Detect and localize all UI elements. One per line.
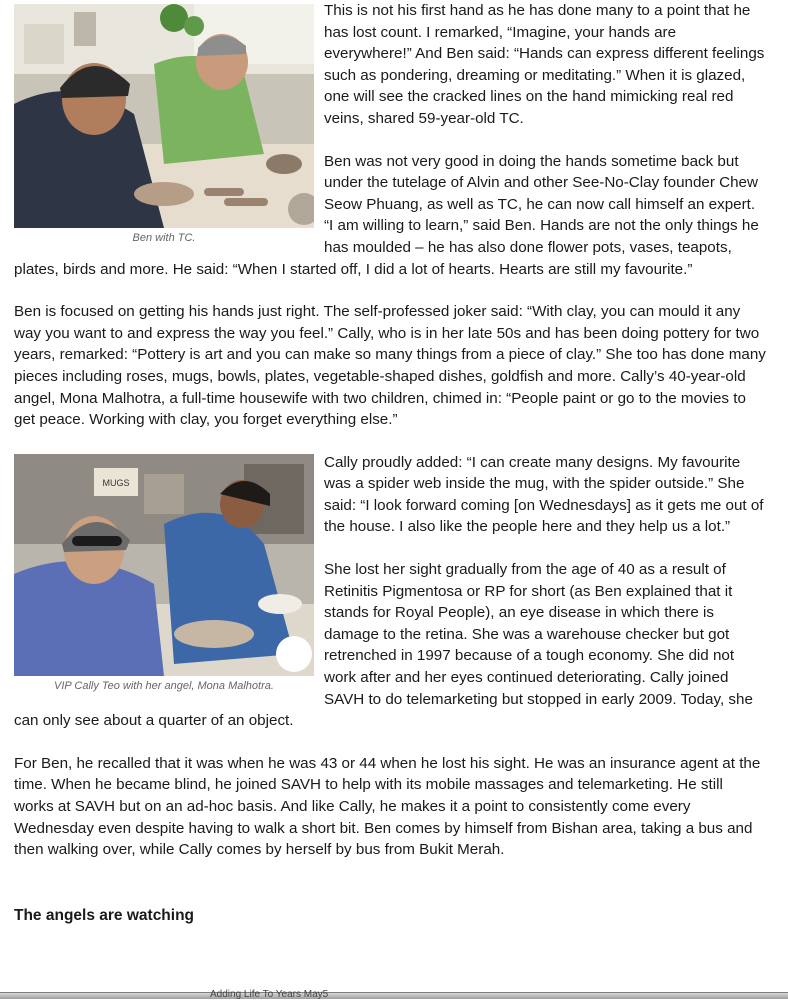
paragraph-2: Ben was not very good in doing the hands sometime back but under the tutelage of Alvin and other See-No-Clay founder Chew Seow Phuang, as well as TC, he can now call himself an expert. “I am willing to learn,” said Ben. Hands are not the only things he has moulded – he has also done flower pots, vases, teapots, plates, birds and more. He said: “When I started off, I did a lot of hearts. Hearts are still my favourite.” bbox=[14, 152, 759, 278]
paragraph-6: For Ben, he recalled that it was when he was 43 or 44 when he lost his sight. He was an insurance agent at the time. When he became blind, he joined SAVH to help with its mobile massages and telemarketing. He still works at SAVH but on an ad-hoc basis. And like Cally, he makes it a point to consistently come every Wednesday even despite having to walk a short bit. Ben comes by himself from Bishan area, taking a bus and then walking over, while Cally comes by herself by bus from Bukit Merah. bbox=[14, 754, 761, 859]
paragraph-1: This is not his first hand as he has done many to a point that he has lost count. I remarked, “Imagine, your hands are everywhere!” And Ben said: “Hands can express different feelings such as pondering, dreaming or meditating.” When it is glazed, one will see the cracked lines on the hand mimicking real red veins, shared 59-year-old TC. bbox=[324, 2, 765, 127]
photo-ben-with-tc bbox=[14, 4, 314, 228]
caption-cally-with-mona: VIP Cally Teo with her angel, Mona Malhotra. bbox=[54, 679, 274, 692]
taskbar-label[interactable]: Adding Life To Years May5 bbox=[210, 989, 329, 1000]
article bbox=[14, 0, 766, 926]
photo-cally-with-mona bbox=[14, 454, 314, 676]
taskbar bbox=[0, 989, 788, 1000]
paragraph-5: She lost her sight gradually from the age of 40 as a result of Retinitis Pigmentosa or RP for short (as Ben explained that it stands for Royal People), an eye disease in which there is damage to the retina. She was a warehouse checker but got retrenched in 1997 because of a tough economy. She did not work after and her eyes continued deteriorating. Cally joined SAVH to do telemarketing but stopped in early 2009. Today, she can only see about a quarter of an object. bbox=[14, 561, 753, 730]
figure-cally-with-mona bbox=[14, 454, 314, 693]
mugs-sign: MUGS bbox=[102, 477, 130, 488]
figure-ben-with-tc bbox=[14, 4, 314, 245]
section-heading: The angels are watching bbox=[14, 906, 195, 924]
paragraph-3: Ben is focused on getting his hands just right. The self-professed joker said: “With clay, you can mould it any way you want to and express the way you feel.” Cally, who is in her late 50s and has been doing pottery for two years, remarked: “Pottery is art and you can make so many things from a piece of clay.” She too has done many pieces including roses, mugs, bowls, plates, vegetable-shaped dishes, goldfish and more. Cally’s 40-year-old angel, Mona Malhotra, a full-time housewife with two children, chimed in: “People paint or go to the movies to get peace. Working with clay, you forget everything else.” bbox=[14, 303, 766, 429]
caption-ben-with-tc: Ben with TC. bbox=[132, 232, 196, 244]
paragraph-4: Cally proudly added: “I can create many designs. My favourite was a spider web inside the mug, with the spider outside.” She said: “I look forward coming [on Wednesdays] as it gets me out of the house. I also like the people here and they help us a lot.” bbox=[324, 453, 764, 536]
